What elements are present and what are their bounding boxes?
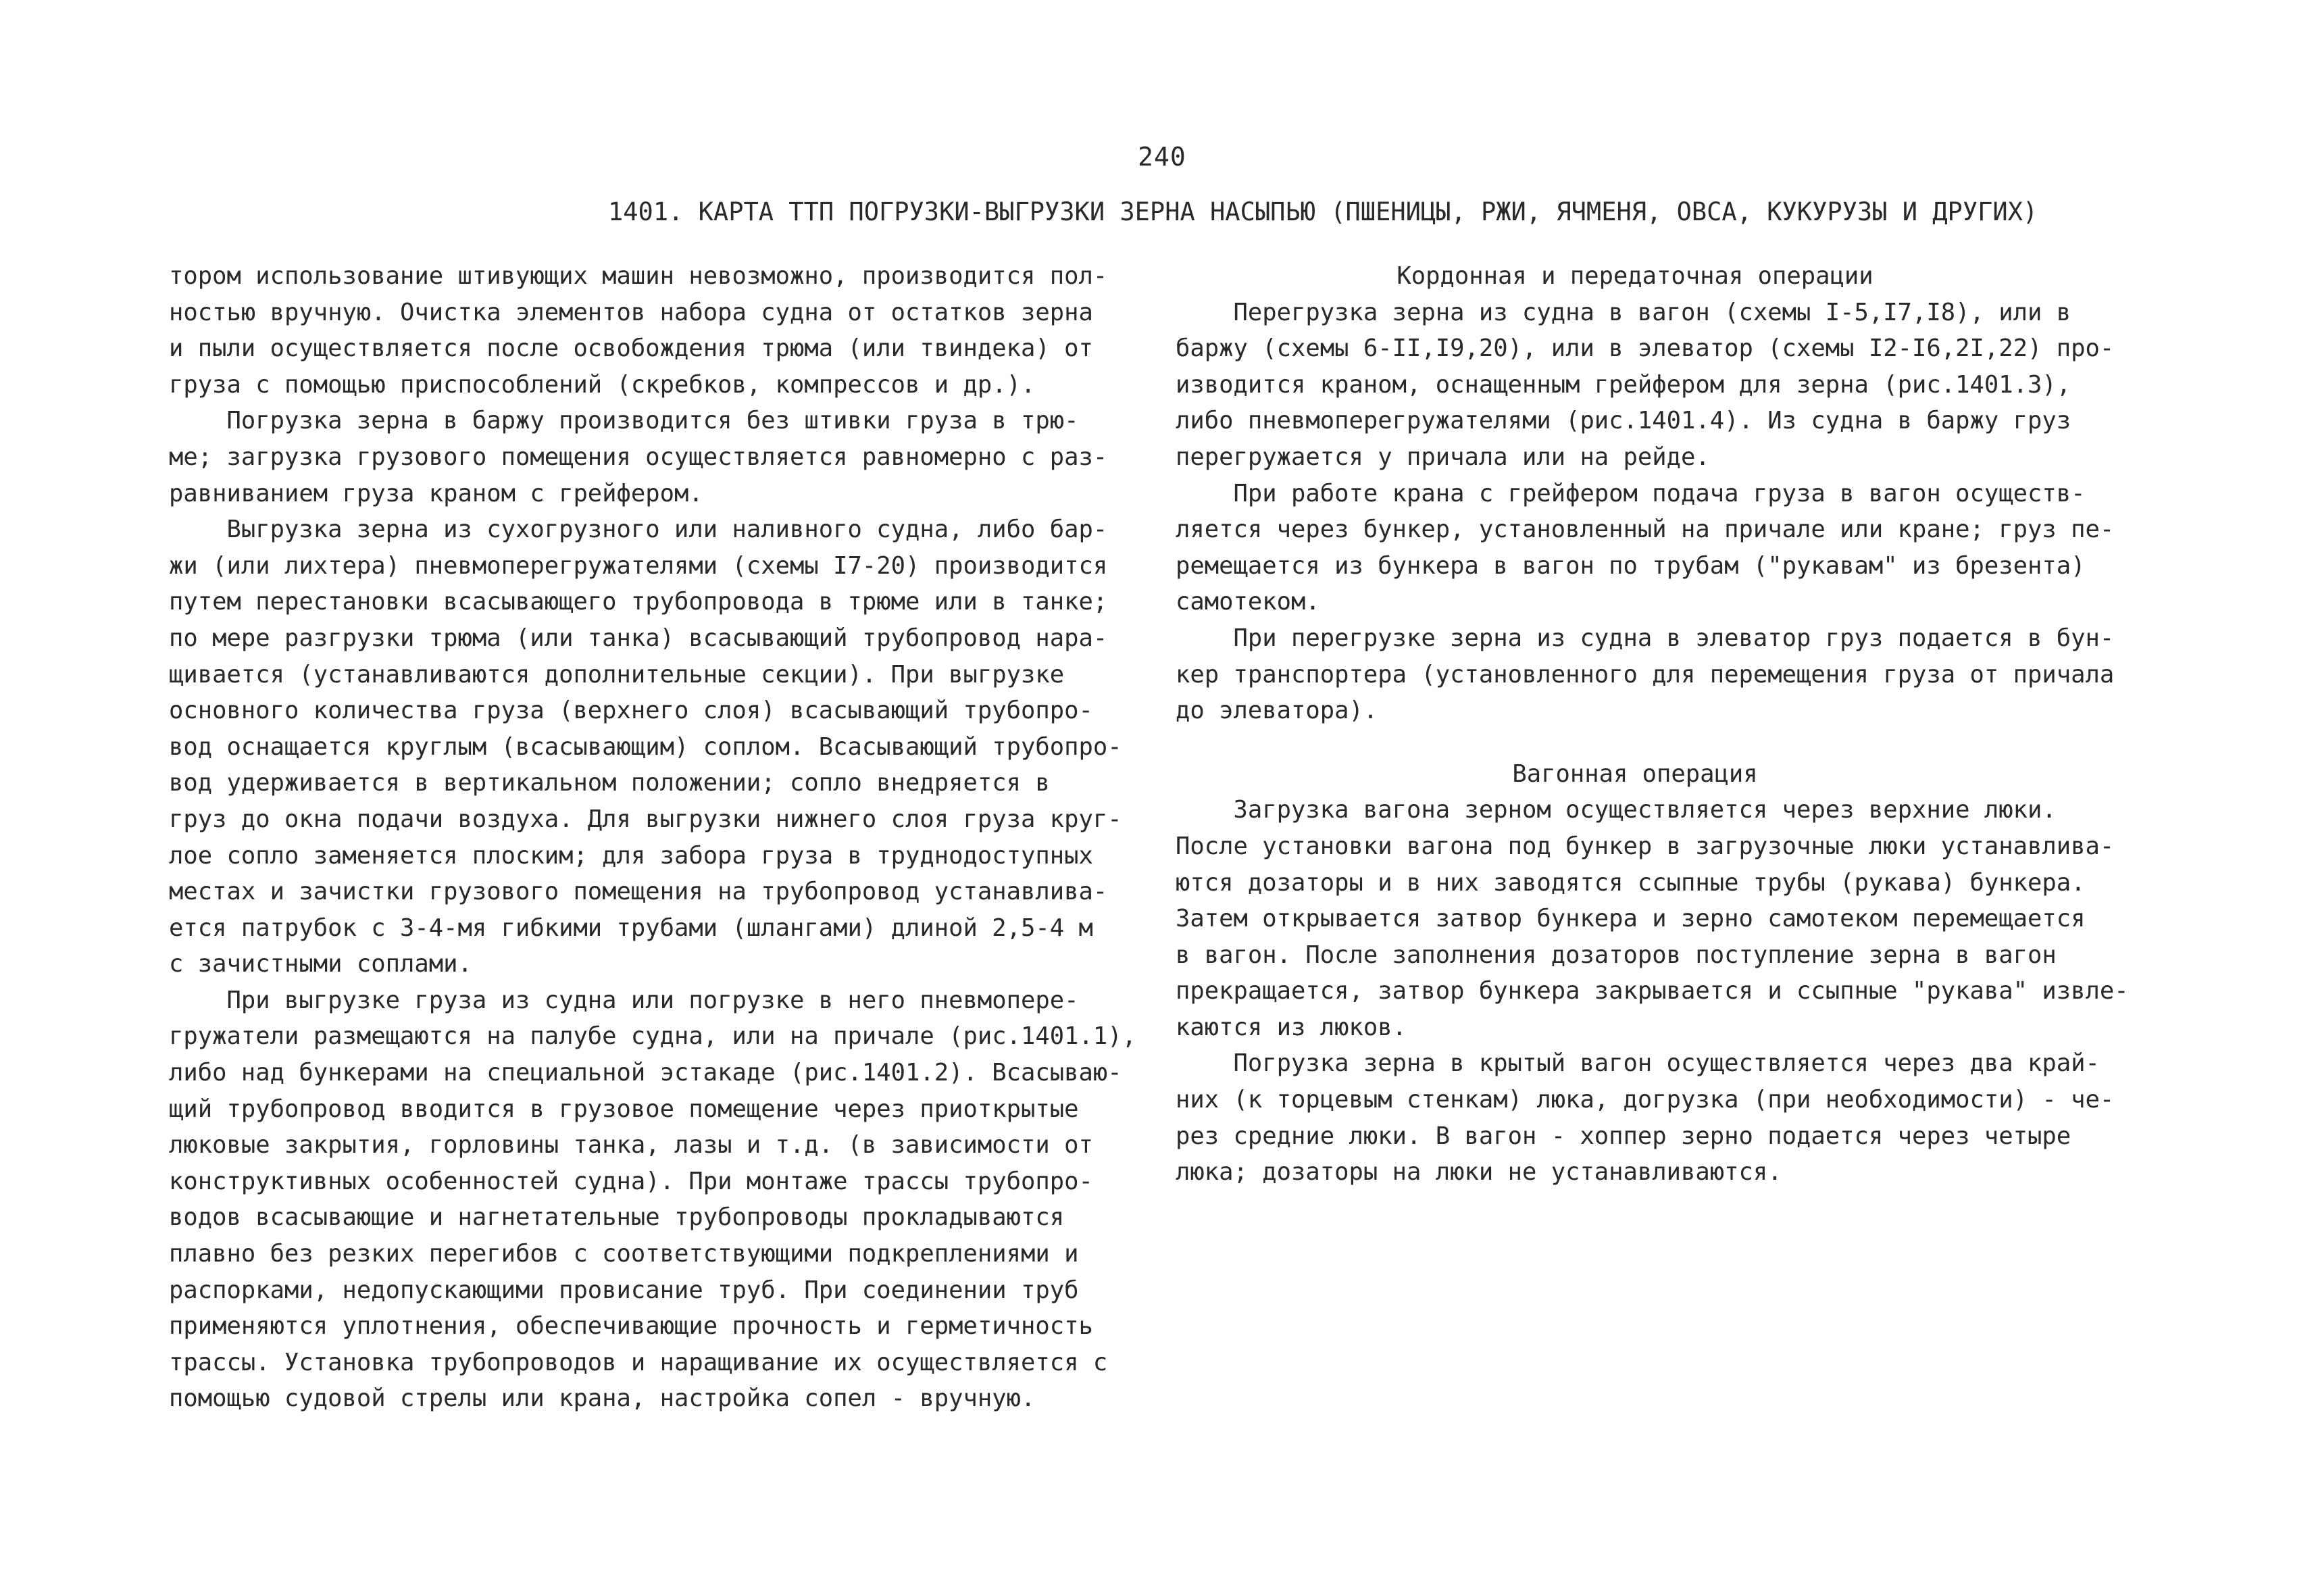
paragraph [1176,1045,2115,1190]
text-line: плавно без резких перегибов с соответствующими подкреплениями и [169,1240,1079,1268]
paragraph [169,982,1136,1417]
text-line: жи (или лихтера) пневмоперегружателями (схемы I7-20) производится [169,551,1108,580]
document-title: 1401. КАРТА ТТП ПОГРУЗКИ-ВЫГРУЗКИ ЗЕРНА НАСЫПЬЮ (ПШЕНИЦЫ, РЖИ, ЯЧМЕНЯ, ОВСА, КУКУРУЗЫ И ДРУГИХ) [608,197,2038,226]
text-line: При работе крана с грейфером подача груза в вагон осуществ- [1176,479,2086,507]
text-line: ме; загрузка грузового помещения осуществляется равномерно с раз- [169,443,1108,471]
text-line: После установки вагона под бункер в загрузочные люки устанавлива- [1176,832,2115,860]
text-line: ляется через бункер, установленный на причале или кране; груз пе- [1176,516,2115,544]
text-line: люковые закрытия, горловины танка, лазы и т.д. (в зависимости от [169,1131,1093,1159]
text-line: Перегрузка зерна из судна в вагон (схемы I-5,I7,I8), или в [1176,298,2071,326]
text-line: применяются уплотнения, обеспечивающие прочность и герметичность [169,1312,1093,1341]
text-line: кер транспортера (установленного для перемещения груза от причала [1176,660,2115,689]
paragraph [169,403,1108,512]
right-column [1176,258,2129,1191]
text-line: гружатели размещаются на палубе судна, или на причале (рис.1401.1), [169,1022,1136,1051]
text-line: рез средние люки. В вагон - хоппер зерно подается через четыре [1176,1122,2071,1150]
text-line: щий трубопровод вводится в грузовое помещение через приоткрытые [169,1095,1079,1123]
text-line: ремещается из бункера в вагон по трубам ("рукавам" из брезента) [1176,551,2086,580]
paragraph [1176,792,2129,1045]
text-line: щивается (устанавливаются дополнительные секции). При выгрузке [169,660,1065,689]
text-line: тором использование штивующих машин невозможно, производится пол- [169,262,1108,290]
text-line: водов всасывающие и нагнетательные трубопроводы прокладываются [169,1203,1065,1232]
text-line: груз до окна подачи воздуха. Для выгрузки нижнего слоя груза круг- [169,805,1122,833]
section-heading: Вагонная операция [1512,759,1758,788]
text-line: Загрузка вагона зерном осуществляется через верхние люки. [1176,796,2057,824]
text-line: и пыли осуществляется после освобождения трюма (или твиндека) от [169,334,1093,363]
paragraph [1176,476,2115,620]
text-line: прекращается, затвор бункера закрывается и ссыпные "рукава" извле- [1176,977,2129,1005]
paragraph [169,258,1108,403]
text-line: вод удерживается в вертикальном положении; сопло внедряется в [169,769,1050,797]
text-line: ется патрубок с 3-4-мя гибкими трубами (шлангами) длиной 2,5-4 м [169,914,1093,942]
text-line: самотеком. [1176,588,1320,616]
text-line: перегружается у причала или на рейде. [1176,443,1710,471]
text-line: них (к торцевым стенкам) люка, догрузка (при необходимости) - че- [1176,1086,2115,1114]
section-gap [1176,729,2094,756]
text-line: люка; дозаторы на люки не устанавливаются. [1176,1158,1782,1187]
paragraph [169,512,1122,982]
text-line: распорками, недопускающими провисание труб. При соединении труб [169,1276,1079,1304]
text-line: При выгрузке груза из судна или погрузке в него пневмопере- [169,986,1079,1014]
paragraph [1176,295,2115,476]
text-line: лое сопло заменяется плоским; для забора груза в труднодоступных [169,841,1093,870]
text-line: Погрузка зерна в крытый вагон осуществляется через два край- [1176,1049,2100,1078]
page-number: 240 [1138,142,1186,172]
text-line: основного количества груза (верхнего слоя) всасывающий трубопро- [169,697,1093,725]
text-line: в вагон. После заполнения дозаторов поступление зерна в вагон [1176,941,2057,969]
text-line: Выгрузка зерна из сухогрузного или наливного судна, либо бар- [169,516,1108,544]
section-heading: Кордонная и передаточная операции [1397,262,1873,290]
text-line: конструктивных особенностей судна). При монтаже трассы трубопро- [169,1167,1093,1195]
text-line: При перегрузке зерна из судна в элеватор груз подается в бун- [1176,624,2115,652]
paragraph [1176,620,2115,729]
text-line: каются из люков. [1176,1013,1407,1041]
left-column [169,258,1136,1417]
text-line: Затем открывается затвор бункера и зерно самотеком перемещается [1176,905,2086,933]
text-line: либо над бункерами на специальной эстакаде (рис.1401.2). Всасываю- [169,1059,1122,1087]
text-line: с зачистными соплами. [169,950,472,978]
text-line: помощью судовой стрелы или крана, настройка сопел - вручную. [169,1385,1036,1413]
text-line: путем перестановки всасывающего трубопровода в трюме или в танке; [169,588,1108,616]
text-line: трассы. Установка трубопроводов и наращивание их осуществляется с [169,1348,1108,1376]
text-line: либо пневмоперегружателями (рис.1401.4). Из судна в баржу груз [1176,407,2071,435]
text-line: вод оснащается круглым (всасывающим) соплом. Всасывающий трубопро- [169,732,1122,761]
text-line: груза с помощью приспособлений (скребков, компрессов и др.). [169,370,1036,399]
text-line: до элеватора). [1176,697,1378,725]
text-line: баржу (схемы 6-II,I9,20), или в элеватор (схемы I2-I6,2I,22) про- [1176,334,2115,363]
text-line: ются дозаторы и в них заводятся ссыпные трубы (рукава) бункера. [1176,868,2086,897]
text-line: равниванием груза краном с грейфером. [169,479,703,507]
text-line: местах и зачистки грузового помещения на трубопровод устанавлива- [169,878,1108,906]
text-line: Погрузка зерна в баржу производится без штивки груза в трю- [169,407,1079,435]
text-line: по мере разгрузки трюма (или танка) всасывающий трубопровод нара- [169,624,1108,652]
text-line: ностью вручную. Очистка элементов набора судна от остатков зерна [169,298,1093,326]
text-line: изводится краном, оснащенным грейфером для зерна (рис.1401.3), [1176,370,2071,399]
